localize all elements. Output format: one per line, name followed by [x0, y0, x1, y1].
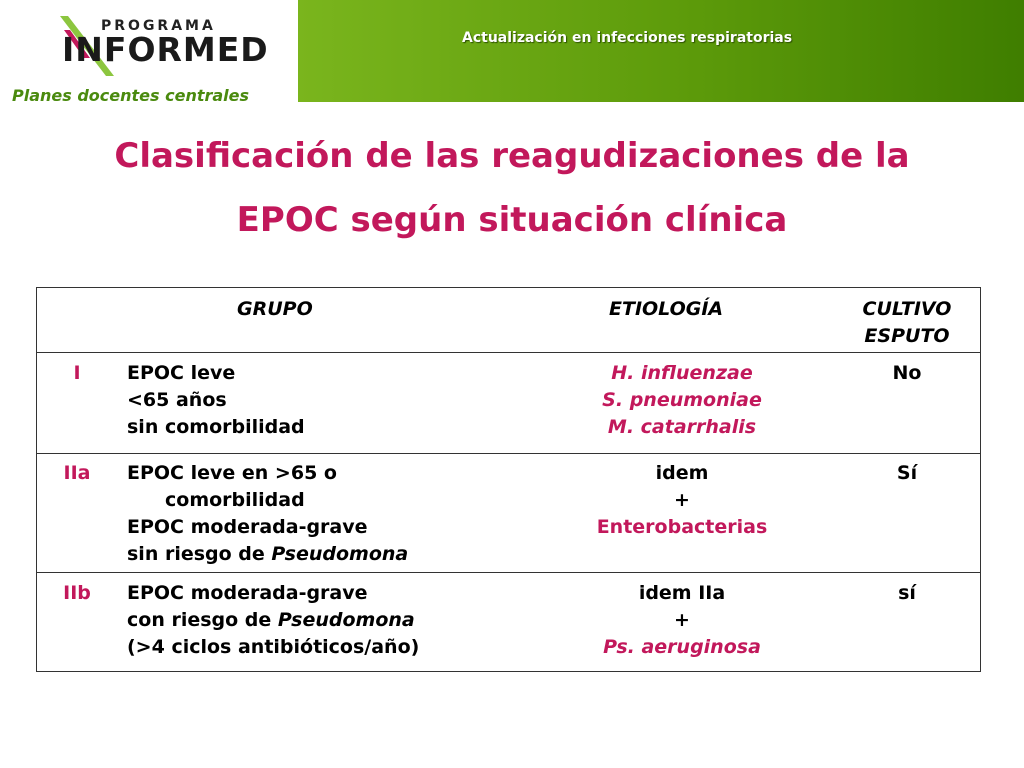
header-bar — [298, 0, 1024, 102]
row-divider — [37, 352, 980, 353]
course-title: Actualización en infecciones respiratorias — [462, 30, 793, 46]
header-grupo: GRUPO — [237, 298, 313, 320]
etiology: idem + Enterobacterias — [596, 462, 768, 538]
row-divider — [37, 453, 980, 454]
culture-required: Sí — [896, 462, 918, 484]
slide-title-line-2: EPOC según situación clínica — [236, 200, 788, 240]
group-description: EPOC moderada-grave con riesgo de Pseudomona (>4 ciclos antibióticos/año) — [127, 582, 420, 658]
logo-programa-text: PROGRAMA — [101, 18, 216, 34]
group-id: IIa — [63, 462, 91, 484]
logo-area — [0, 0, 298, 110]
classification-table — [36, 287, 981, 672]
etiology: H. influenzae S. pneumoniae M. catarrhalis — [602, 362, 762, 438]
slide-title-line-1: Clasificación de las reagudizaciones de la — [114, 136, 910, 176]
group-id: I — [73, 362, 81, 384]
group-description: EPOC leve <65 años sin comorbilidad — [127, 362, 305, 438]
group-description: EPOC leve en >65 o comorbilidad EPOC moderada-grave sin riesgo de Pseudomona — [127, 462, 409, 565]
etiology: idem IIa + Ps. aeruginosa — [603, 582, 761, 658]
planes-docentes-label: Planes docentes centrales — [12, 86, 250, 105]
header-etiologia: ETIOLOGÍA — [609, 298, 724, 320]
culture-required: No — [892, 362, 922, 384]
row-divider — [37, 572, 980, 573]
group-id: IIb — [63, 582, 91, 604]
informed-logo — [56, 14, 269, 84]
header-cultivo: CULTIVO ESPUTO — [862, 298, 952, 347]
logo-informed-text: INFORMED — [62, 30, 269, 69]
culture-required: sí — [898, 582, 916, 604]
